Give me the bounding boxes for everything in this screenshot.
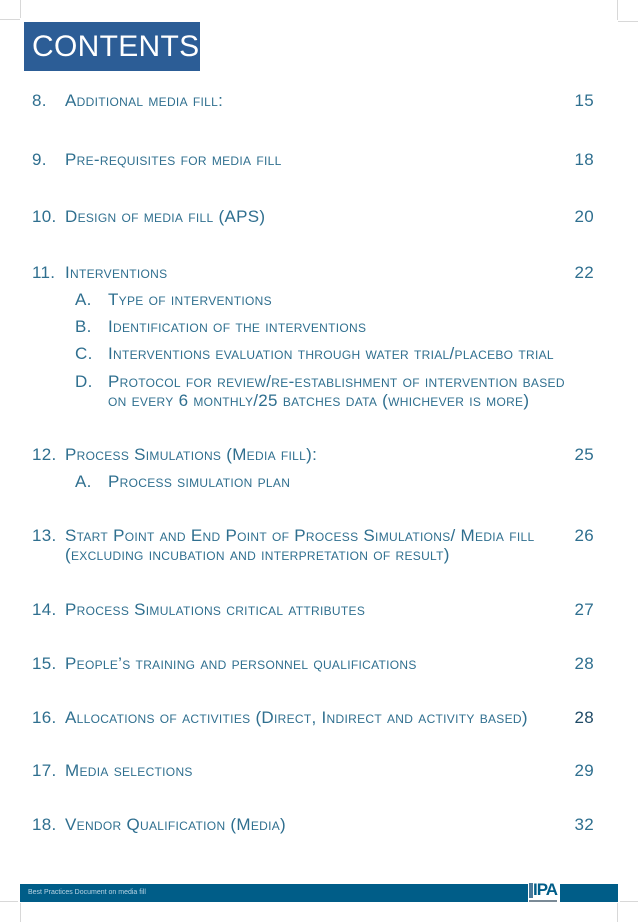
toc-entry-number: 16. [32,708,57,727]
toc-entry-title: Interventions [65,263,168,282]
toc-entry-page: 25 [574,445,594,464]
toc-entry-page: 29 [574,761,594,780]
ipa-logo-icon [528,880,560,908]
logo-tagline [529,900,557,902]
toc-entry-number: 13. [32,526,57,545]
crop-mark [0,901,18,902]
toc-entry-page: 27 [574,600,594,619]
toc-entry-number: 18. [32,815,57,834]
toc-entry-title: People’s training and personnel qualifications [65,654,417,673]
logo-text: IPA [533,880,558,899]
toc-entry-page: 15 [574,91,594,110]
toc-entry-title: Allocations of activities (Direct, Indirect and activity based) [65,708,528,727]
toc-subentry-letter: B. [75,317,92,336]
toc-entry-number: 15. [32,654,57,673]
toc-entry-number: 10. [32,207,57,226]
toc-entry-number: 14. [32,600,57,619]
crop-mark [617,0,618,20]
toc-entry-title: Process Simulations critical attributes [65,600,366,619]
crop-mark [620,901,638,902]
toc-subentry-letter: D. [75,372,93,391]
toc-subentry-title: Interventions evaluation through water trial/placebo trial [108,344,554,363]
toc-entry-number: 11. [32,263,56,282]
crop-mark [0,19,20,20]
toc-entry-title: Process Simulations (Media fill): [65,445,318,464]
toc-entry-title: Media selections [65,761,193,780]
toc-entry-page: 32 [574,815,594,834]
toc-entry-number: 9. [32,150,47,169]
toc-entry-page: 28 [574,654,594,673]
toc-entry-number: 8. [32,91,47,110]
crop-mark [20,903,21,922]
toc-subentry-title: on every 6 monthly/25 batches data (whichever is more) [108,391,530,410]
footer-bar [20,880,618,902]
toc-subentry-letter: A. [75,290,92,309]
crop-mark [617,903,618,922]
toc-entry-page: 26 [574,526,594,545]
toc-entry-number: 12. [32,445,57,464]
crop-mark [20,0,21,18]
toc-subentry-title: Identification of the interventions [108,317,367,336]
toc-entry-number: 17. [32,761,57,780]
toc-subentry-title: Process simulation plan [108,472,291,491]
toc-subentry-letter: A. [75,472,92,491]
toc-entry-page: 22 [574,263,594,282]
toc-entry-title: Vendor Qualification (Media) [65,815,287,834]
toc-entry-title: (excluding incubation and interpretation of result) [65,545,450,564]
crop-mark [618,21,638,22]
toc-entry-title: Start Point and End Point of Process Simulations/ Media fill [65,526,535,545]
toc-subentry-letter: C. [75,344,93,363]
toc-entry-title: Pre-requisites for media fill [65,150,282,169]
page-title: CONTENTS [24,22,200,71]
toc-entry-title: Design of media fill (APS) [65,207,266,226]
toc-entry-page: 20 [574,207,594,226]
toc-entry-title: Additional media fill: [65,91,224,110]
toc-entry-page: 18 [574,150,594,169]
footer-document-title: Best Practices Document on media fill [28,889,146,896]
toc-subentry-title: Type of interventions [108,290,272,309]
toc-subentry-title: Protocol for review/re-establishment of intervention based [108,372,565,391]
toc-entry-page: 28 [574,708,594,727]
